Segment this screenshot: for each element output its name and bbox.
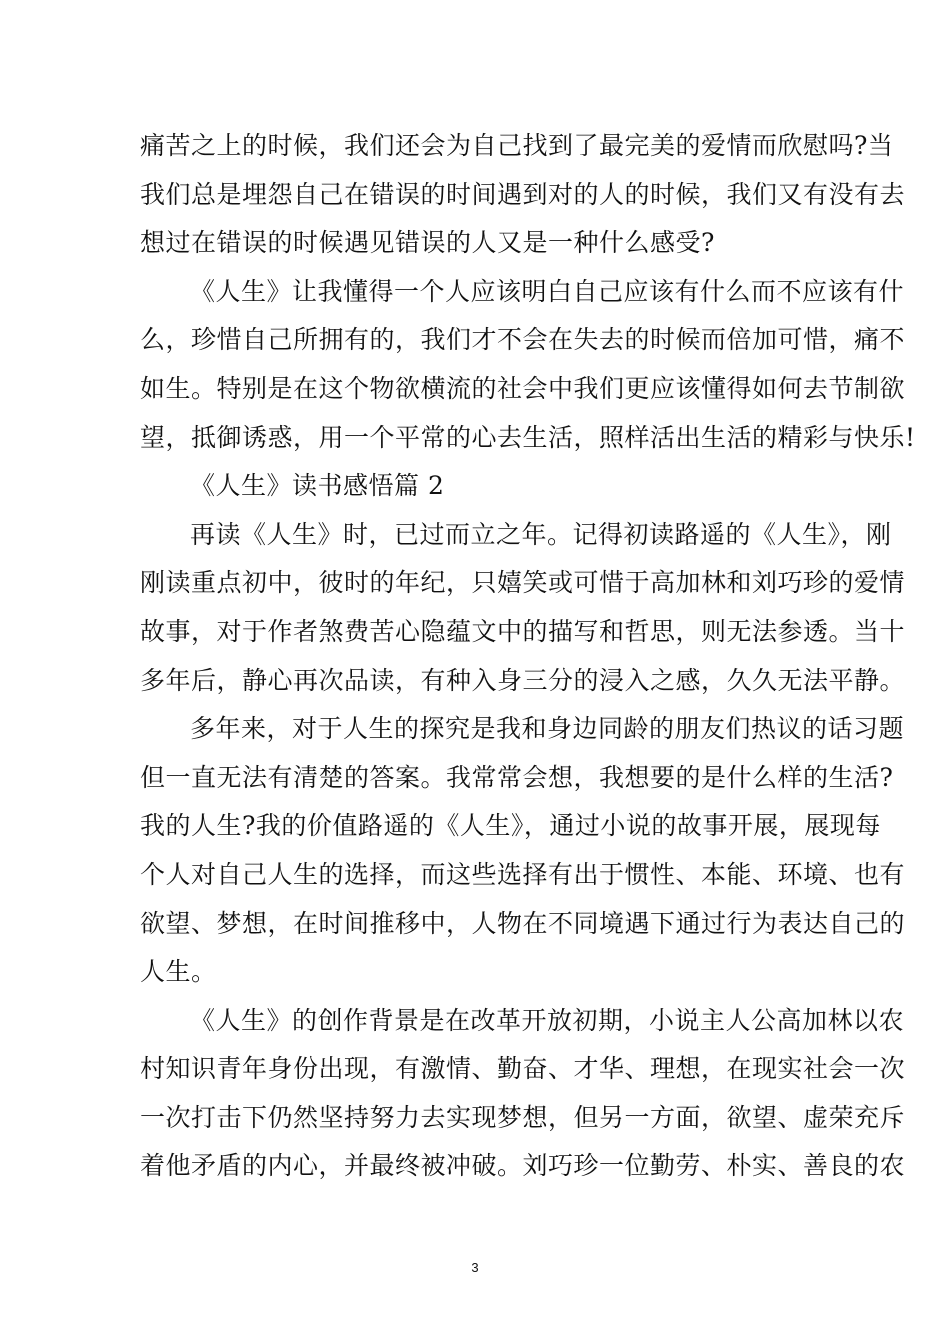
section-heading: 《人生》读书感悟篇 2 — [190, 471, 445, 501]
paragraph-start-line: 再读《人生》时，已过而立之年。记得初读路遥的《人生》，刚 — [190, 519, 892, 549]
page-number: 3 — [471, 1260, 479, 1275]
text-line: 但一直无法有清楚的答案。我常常会想，我想要的是什么样的生活? — [140, 762, 894, 792]
body-text — [140, 122, 916, 1191]
text-line: 痛苦之上的时候，我们还会为自己找到了最完美的爱情而欣慰吗?当 — [140, 131, 894, 160]
paragraph-start-line: 《人生》让我懂得一个人应该明白自己应该有什么而不应该有什 — [190, 276, 905, 306]
text-line: 着他矛盾的内心，并最终被冲破。刘巧珍一位勤劳、朴实、善良的农 — [140, 1151, 906, 1181]
paragraph-start-line: 多年来，对于人生的探究是我和身边同龄的朋友们热议的话习题 — [190, 714, 905, 744]
text-line: 个人对自己人生的选择，而这些选择有出于惯性、本能、环境、也有 — [140, 859, 906, 889]
text-line: 如生。特别是在这个物欲横流的社会中我们更应该懂得如何去节制欲 — [140, 373, 906, 403]
text-line: 么，珍惜自己所拥有的，我们才不会在失去的时候而倍加可惜，痛不 — [140, 325, 906, 355]
text-line: 想过在错误的时候遇见错误的人又是一种什么感受? — [140, 228, 715, 258]
text-line: 欲望、梦想，在时间推移中，人物在不同境遇下通过行为表达自己的 — [140, 908, 906, 938]
text-line: 村知识青年身份出现，有激情、勤奋、才华、理想，在现实社会一次 — [140, 1054, 906, 1084]
text-line: 望，抵御诱惑，用一个平常的心去生活，照样活出生活的精彩与快乐! — [140, 422, 916, 452]
paragraph-start-line: 《人生》的创作背景是在改革开放初期，小说主人公高加林以农 — [190, 1005, 905, 1035]
text-line: 一次打击下仍然坚持努力去实现梦想，但另一方面，欲望、虚荣充斥 — [140, 1102, 906, 1132]
text-line: 故事，对于作者煞费苦心隐蕴文中的描写和哲思，则无法参透。当十 — [140, 616, 906, 646]
text-line: 刚读重点初中，彼时的年纪，只嬉笑或可惜于高加林和刘巧珍的爱情 — [140, 568, 906, 598]
text-line: 多年后，静心再次品读，有种入身三分的浸入之感，久久无法平静。 — [140, 665, 906, 695]
text-line: 我的人生?我的价值路遥的《人生》，通过小说的故事开展，展现每 — [140, 811, 881, 841]
text-line: 我们总是埋怨自己在错误的时间遇到对的人的时候，我们又有没有去 — [140, 179, 906, 209]
text-line: 人生。 — [140, 957, 217, 987]
